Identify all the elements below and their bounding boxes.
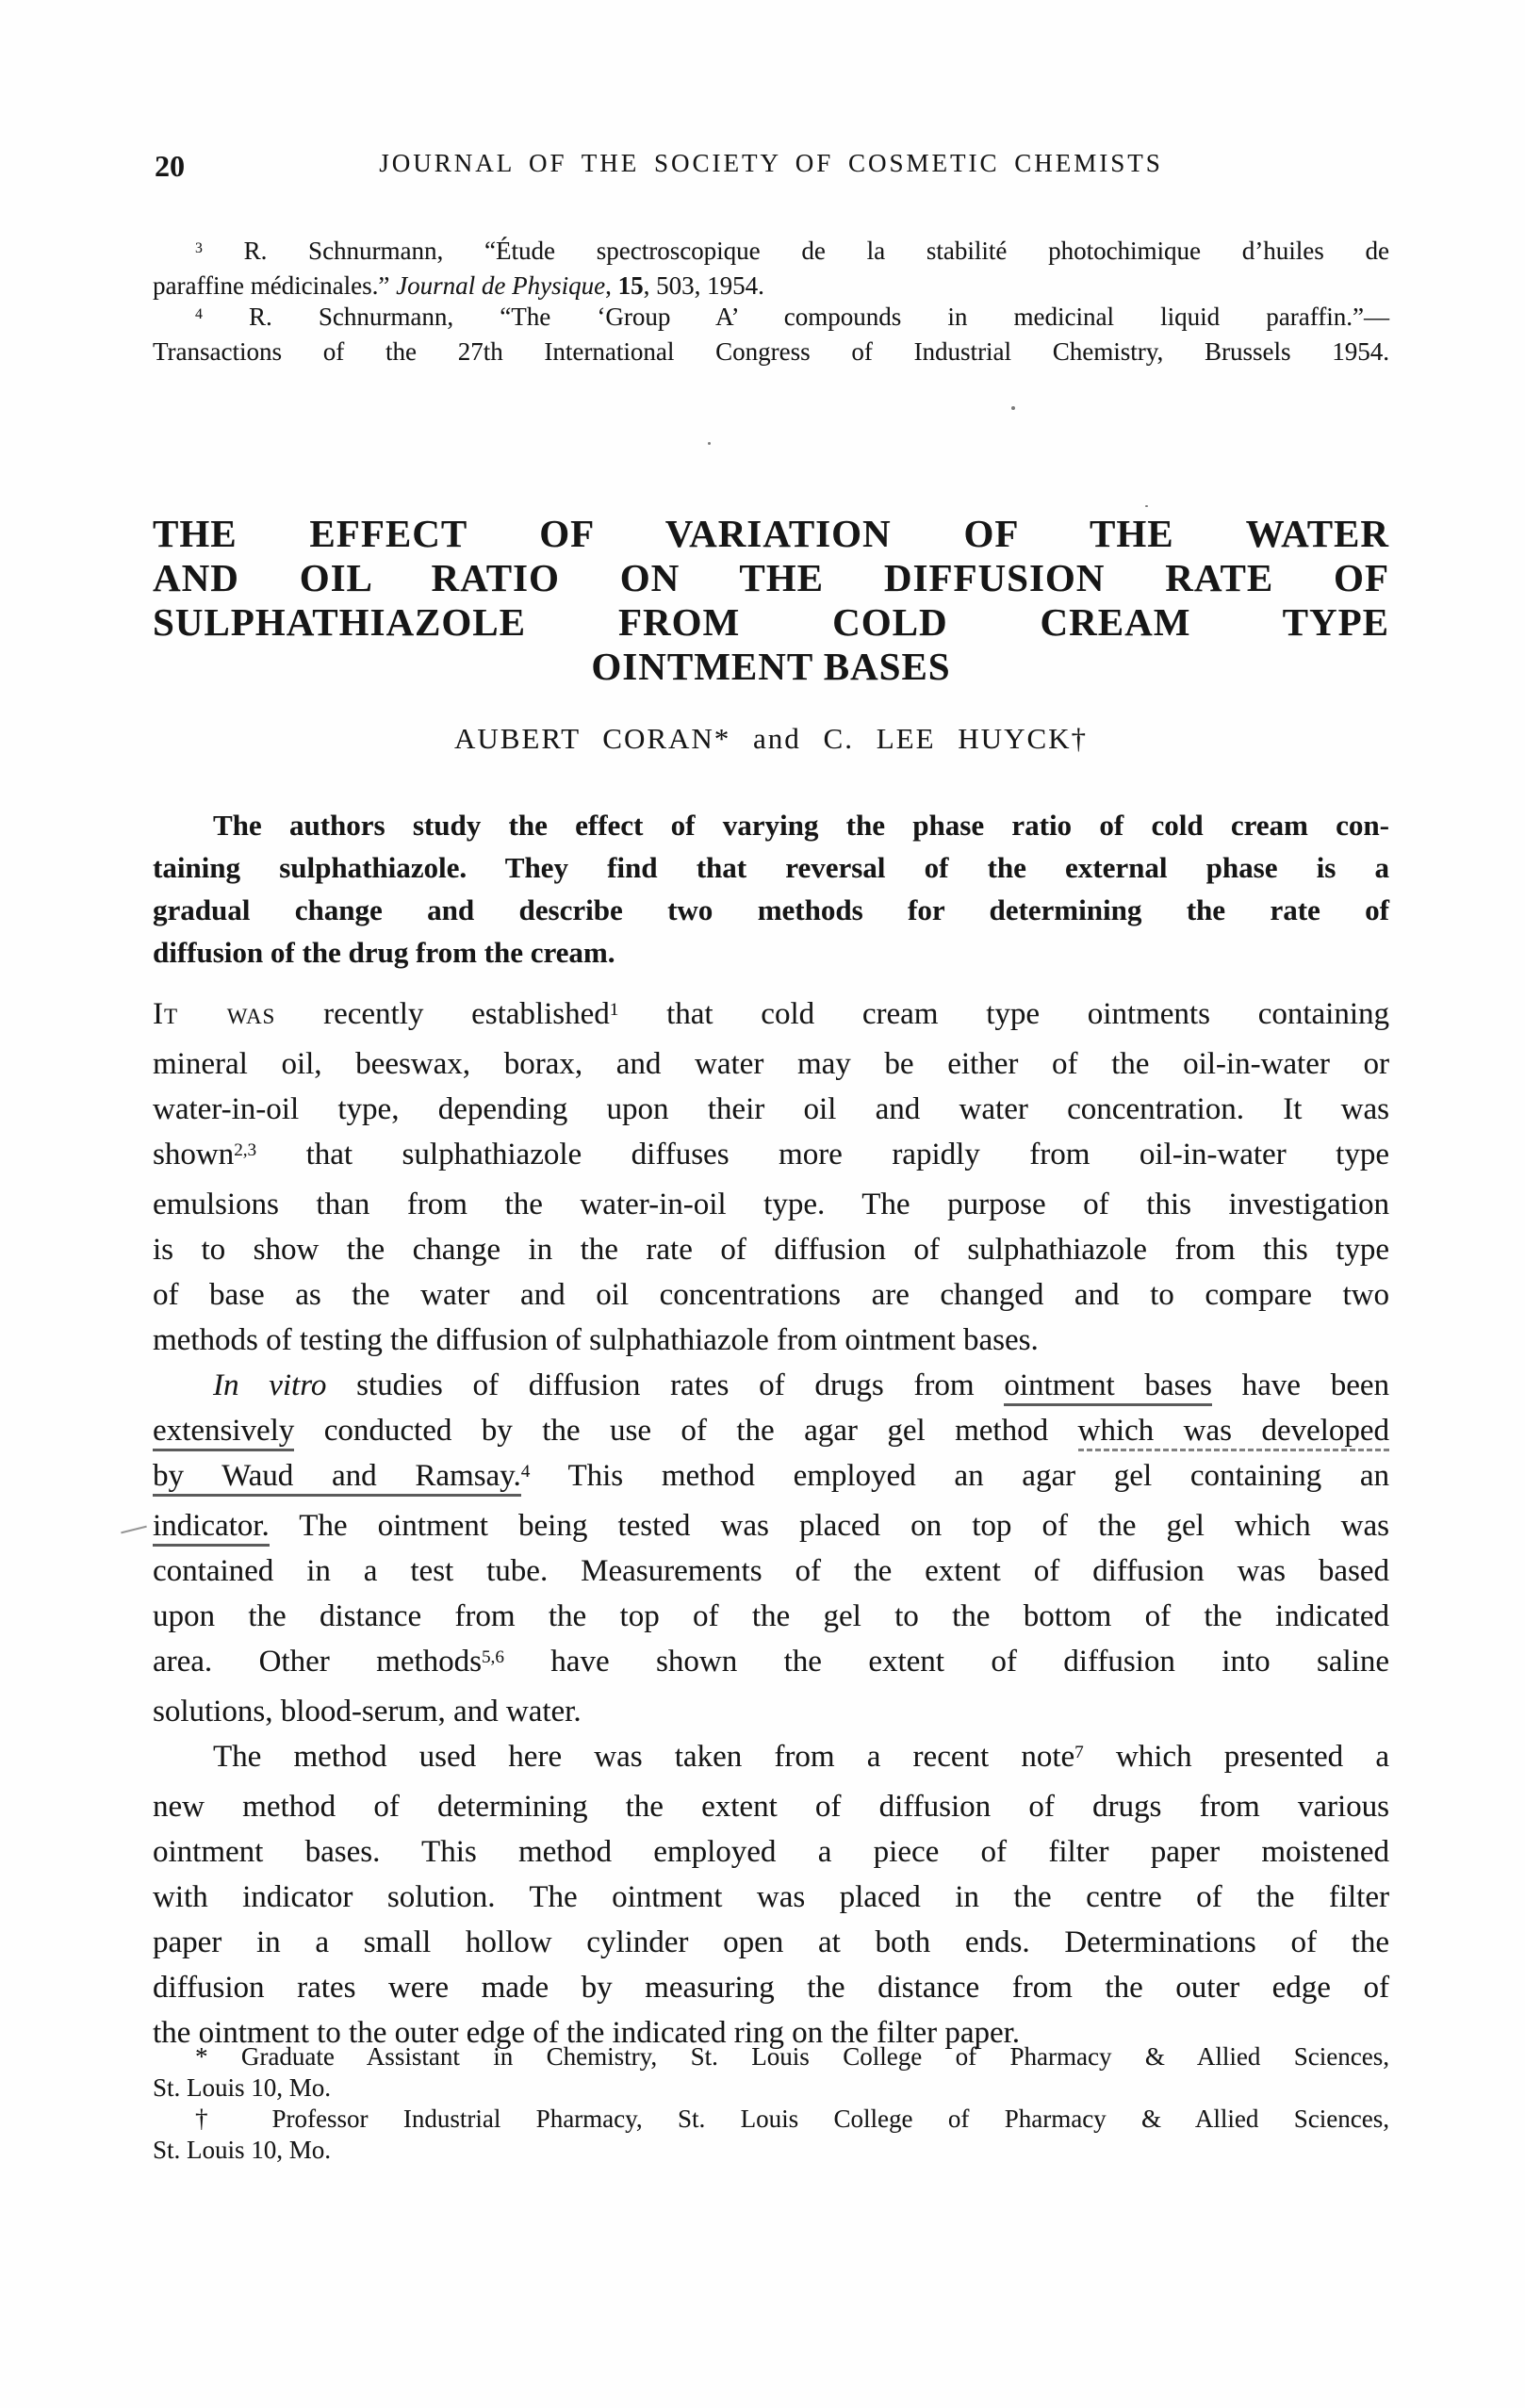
paragraph-3	[153, 1734, 1389, 2056]
text-line: taining sulphathiazole. They find that reversal of the external phase is a	[153, 851, 1389, 884]
authors-line: AUBERT CORAN* and C. LEE HUYCK†	[453, 722, 1089, 755]
text-line: of base as the water and oil concentrations are changed and to compare two	[153, 1278, 1389, 1312]
text-line: ointment bases. This method employed a piece of filter paper moistened	[153, 1835, 1389, 1869]
page-header	[153, 149, 1389, 183]
abstract	[153, 804, 1389, 974]
text-line: by Waud and Ramsay.$^4$ This method employed an agar gel containing an	[153, 1453, 1389, 1503]
text-line: gradual change and describe two methods for determining the rate of	[153, 893, 1389, 926]
text-line: the ointment to the outer edge of the indicated ring on the filter paper.	[153, 2016, 1021, 2050]
scan-speck	[1145, 505, 1148, 507]
article-body	[153, 991, 1389, 2056]
text-line: contained in a test tube. Measurements of the extent of diffusion was based	[153, 1554, 1389, 1588]
text-line: THE EFFECT OF VARIATION OF THE WATER	[153, 512, 1389, 555]
text-line: The authors study the effect of varying the phase ratio of cold cream con-	[213, 809, 1389, 842]
text-line: shown$^{2,3}$ that sulphathiazole diffuses more rapidly from oil-in-water type	[153, 1138, 1389, 1171]
text-line: paraffine médicinales.” Journal de Physique, 15, 503, 1954.	[153, 271, 764, 300]
reference-footnotes	[153, 236, 1389, 368]
text-line: methods of testing the diffusion of sulphathiazole from ointment bases.	[153, 1323, 1039, 1357]
text-line: * Graduate Assistant in Chemistry, St. Louis College of Pharmacy & Allied Sciences,	[195, 2042, 1389, 2071]
text-line: mineral oil, beeswax, borax, and water may be either of the oil-in-water or	[153, 1047, 1389, 1081]
reference-4	[153, 302, 1389, 368]
footnote-dagger	[153, 2104, 1389, 2166]
text-line: upon the distance from the top of the gel to the bottom of the indicated	[153, 1599, 1389, 1633]
text-line: diffusion rates were made by measuring the distance from the outer edge of	[153, 1971, 1389, 2005]
text-line: area. Other methods$^{5,6}$ have shown the extent of diffusion into saline	[153, 1645, 1389, 1679]
text-line: AND OIL RATIO ON THE DIFFUSION RATE OF	[153, 556, 1389, 599]
running-head-title: JOURNAL OF THE SOCIETY OF COSMETIC CHEMISTS	[379, 149, 1163, 177]
paragraph-2	[153, 1363, 1389, 1734]
text-line: extensively conducted by the use of the agar gel method which was developed	[153, 1408, 1389, 1453]
text-line: In vitro studies of diffusion rates of drugs from ointment bases have been	[153, 1363, 1389, 1408]
text-line: It was recently established$^1$ that cold cream type ointments containing	[153, 997, 1389, 1031]
pencil-mark	[121, 1526, 147, 1534]
text-line: OINTMENT BASES	[591, 645, 951, 688]
scan-speck	[1011, 406, 1015, 410]
page-number: 20	[155, 149, 185, 183]
text-line: St. Louis 10, Mo.	[153, 2136, 332, 2164]
text-line: $^4$ R. Schnurmann, “The ‘Group A’ compounds in medicinal liquid paraffin.”—	[195, 303, 1389, 331]
text-line: is to show the change in the rate of diffusion of sulphathiazole from this type	[153, 1233, 1389, 1267]
article-title	[153, 512, 1389, 689]
text-line: St. Louis 10, Mo.	[153, 2073, 332, 2102]
text-line: indicator. The ointment being tested was placed on top of the gel which was	[153, 1503, 1389, 1548]
text-line: SULPHATHIAZOLE FROM COLD CREAM TYPE	[153, 600, 1389, 644]
text-line: with indicator solution. The ointment was placed in the centre of the filter	[153, 1880, 1389, 1914]
paragraph-1	[153, 991, 1389, 1363]
reference-3	[153, 236, 1389, 302]
scan-speck	[708, 442, 711, 445]
text-line: new method of determining the extent of diffusion of drugs from various	[153, 1790, 1389, 1824]
author-footnotes	[153, 2041, 1389, 2166]
footnote-star	[153, 2041, 1389, 2104]
text-line: $^3$ R. Schnurmann, “Étude spectroscopique de la stabilité photochimique d’huiles de	[195, 237, 1389, 265]
text-line: The method used here was taken from a recent note$^7$ which presented a	[213, 1740, 1389, 1774]
text-line: diffusion of the drug from the cream.	[153, 936, 615, 969]
text-line: water-in-oil type, depending upon their oil and water concentration. It was	[153, 1092, 1389, 1126]
text-line: † Professor Industrial Pharmacy, St. Louis College of Pharmacy & Allied Sciences,	[195, 2105, 1389, 2133]
text-line: solutions, blood-serum, and water.	[153, 1695, 582, 1728]
text-line: Transactions of the 27th International Congress of Industrial Chemistry, Brussels 1954.	[153, 337, 1389, 366]
text-line: paper in a small hollow cylinder open at both ends. Determinations of the	[153, 1925, 1389, 1959]
text-line: emulsions than from the water-in-oil type. The purpose of this investigation	[153, 1188, 1389, 1221]
